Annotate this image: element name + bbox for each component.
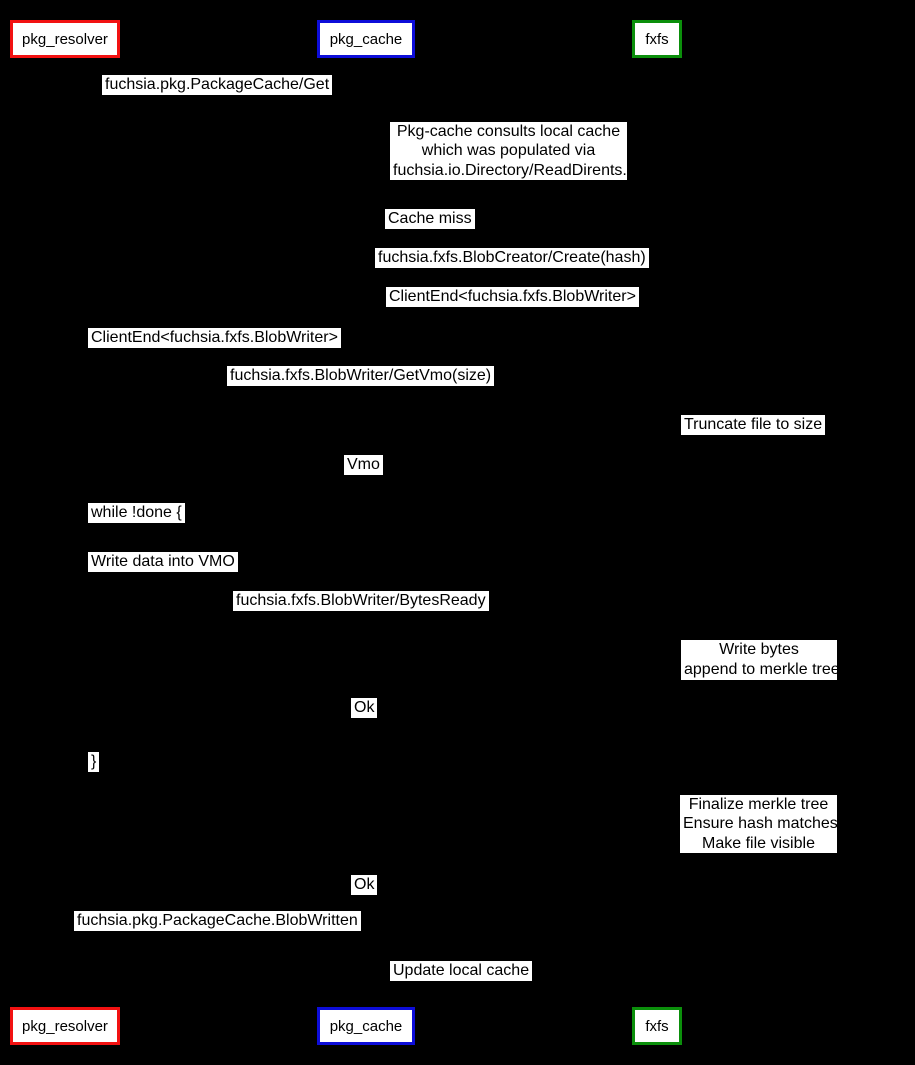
message-packagecache-get: fuchsia.pkg.PackageCache/Get xyxy=(102,75,332,95)
message-clientend-to-cache: ClientEnd<fuchsia.fxfs.BlobWriter> xyxy=(386,287,639,307)
actor-fxfs-label: fxfs xyxy=(645,1017,669,1035)
message-blobcreator-create: fuchsia.fxfs.BlobCreator/Create(hash) xyxy=(375,248,649,268)
message-blobwriter-getvmo: fuchsia.fxfs.BlobWriter/GetVmo(size) xyxy=(227,366,494,386)
note-consults-local-cache xyxy=(390,122,627,180)
note-line: Pkg-cache consults local cache xyxy=(396,123,621,140)
message-blobwriter-bytesready: fuchsia.fxfs.BlobWriter/BytesReady xyxy=(233,591,489,611)
note-line: which was populated via xyxy=(421,142,596,160)
note-line: Make file visible xyxy=(702,834,815,852)
actor-fxfs-label: fxfs xyxy=(645,30,669,48)
note-cache-miss: Cache miss xyxy=(385,209,475,229)
actor-pkg-cache-label: pkg_cache xyxy=(329,1017,403,1035)
note-line: append to merkle tree xyxy=(684,661,840,678)
note-line: fuchsia.io.Directory/ReadDirents. xyxy=(393,161,627,179)
note-finalize-merkle xyxy=(680,795,837,853)
actor-pkg-resolver-top xyxy=(10,20,120,58)
actor-pkg-resolver-bottom xyxy=(10,1007,120,1045)
message-ok-final: Ok xyxy=(351,875,377,895)
note-truncate-file: Truncate file to size xyxy=(681,415,825,435)
message-clientend-to-resolver: ClientEnd<fuchsia.fxfs.BlobWriter> xyxy=(88,328,341,348)
actor-pkg-resolver-label: pkg_resolver xyxy=(22,30,108,48)
note-line: Ensure hash matches xyxy=(683,815,838,833)
actor-pkg-cache-label: pkg_cache xyxy=(329,30,403,48)
message-ok-loop: Ok xyxy=(351,698,377,718)
actor-pkg-cache-top xyxy=(317,20,415,58)
note-write-data-into-vmo: Write data into VMO xyxy=(88,552,238,572)
message-blobwritten: fuchsia.pkg.PackageCache.BlobWritten xyxy=(74,911,361,931)
actor-fxfs-top xyxy=(632,20,682,58)
note-loop-close: } xyxy=(88,752,99,772)
note-update-local-cache: Update local cache xyxy=(390,961,532,981)
note-loop-open: while !done { xyxy=(88,503,185,523)
note-write-bytes-merkle xyxy=(681,640,840,680)
message-vmo: Vmo xyxy=(344,455,383,475)
actor-fxfs-bottom xyxy=(632,1007,682,1045)
note-line: Write bytes xyxy=(719,641,799,658)
note-line: Finalize merkle tree xyxy=(688,796,829,813)
actor-pkg-resolver-label: pkg_resolver xyxy=(22,1017,108,1035)
actor-pkg-cache-bottom xyxy=(317,1007,415,1045)
